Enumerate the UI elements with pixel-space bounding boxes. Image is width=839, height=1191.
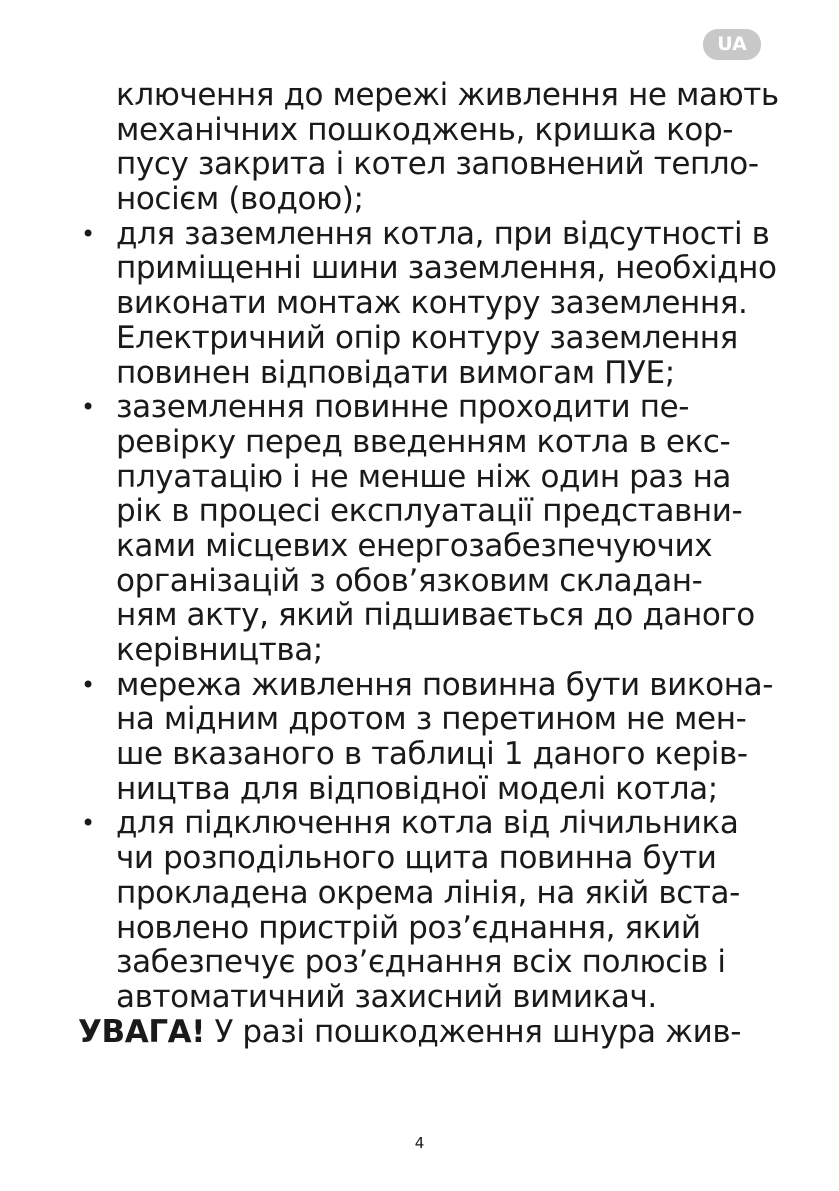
text-line: ревірку перед введенням котла в екс- bbox=[116, 423, 731, 460]
text-line: автоматичний захисний вимикач. bbox=[116, 978, 657, 1015]
text-line: новлено пристрій роз’єднання, який bbox=[116, 909, 701, 946]
page-content bbox=[78, 78, 818, 1049]
text-line: ництва для відповідної моделі котла; bbox=[116, 770, 718, 807]
bullet-icon: • bbox=[81, 670, 95, 699]
text-line bbox=[78, 390, 818, 425]
text-line: рік в процесі експлуатації представни- bbox=[116, 493, 743, 530]
bullet-icon: • bbox=[81, 809, 95, 838]
text-line: виконати монтаж контуру заземлення. bbox=[116, 285, 748, 322]
warning-paragraph bbox=[78, 1015, 818, 1050]
text-line: Електричний опір контуру заземлення bbox=[116, 319, 738, 356]
bullet-text: для підключення котла від лічильника bbox=[116, 805, 739, 842]
text-line: носієм (водою); bbox=[116, 181, 364, 218]
text-line: повинен відповідати вимогам ПУЕ; bbox=[116, 354, 675, 391]
continuation-text bbox=[78, 78, 818, 217]
text-line: ням акту, який підшивається до даного bbox=[116, 597, 755, 634]
page-number: 4 bbox=[414, 1134, 425, 1152]
text-line: ками місцевих енергозабезпечуючих bbox=[116, 527, 713, 564]
text-line: чи розподільного щита повинна бути bbox=[116, 840, 717, 877]
bullet-text: для заземлення котла, при відсутності в bbox=[116, 215, 770, 252]
warning-text: У разі пошкодження шнура жив- bbox=[205, 1013, 742, 1050]
bullet-item-grounding bbox=[78, 217, 818, 390]
bullet-item-power-wire bbox=[78, 668, 818, 807]
bullet-icon: • bbox=[81, 219, 95, 248]
text-line: на мідним дротом з перетином не мен- bbox=[116, 701, 747, 738]
text-line bbox=[78, 217, 818, 252]
text-line: пусу закрита і котел заповнений тепло- bbox=[116, 146, 759, 183]
text-line bbox=[78, 806, 818, 841]
bullet-text: заземлення повинне проходити пе- bbox=[116, 389, 690, 426]
text-line: ше вказаного в таблиці 1 даного керів- bbox=[116, 736, 748, 773]
text-line: ключення до мережі живлення не мають bbox=[116, 77, 779, 113]
text-line: організацій з обов’язковим складан- bbox=[116, 562, 703, 599]
warning-label: УВАГА! bbox=[78, 1013, 206, 1050]
text-line bbox=[78, 668, 818, 703]
text-line: забезпечує роз’єднання всіх полюсів і bbox=[116, 944, 726, 981]
text-line: приміщенні шини заземлення, необхідно bbox=[116, 250, 777, 287]
language-badge: UA bbox=[703, 29, 761, 60]
text-line: прокладена окрема лінія, на якій вста- bbox=[116, 874, 740, 911]
text-line: керівництва; bbox=[116, 632, 323, 668]
bullet-item-grounding-check bbox=[78, 390, 818, 668]
bullet-text: мережа живлення повинна бути викона- bbox=[116, 666, 773, 703]
bullet-icon: • bbox=[81, 393, 95, 422]
text-line: механічних пошкоджень, кришка кор- bbox=[116, 111, 734, 148]
bullet-item-separate-line bbox=[78, 806, 818, 1014]
text-line: плуатацію і не менше ніж один раз на bbox=[116, 458, 732, 495]
